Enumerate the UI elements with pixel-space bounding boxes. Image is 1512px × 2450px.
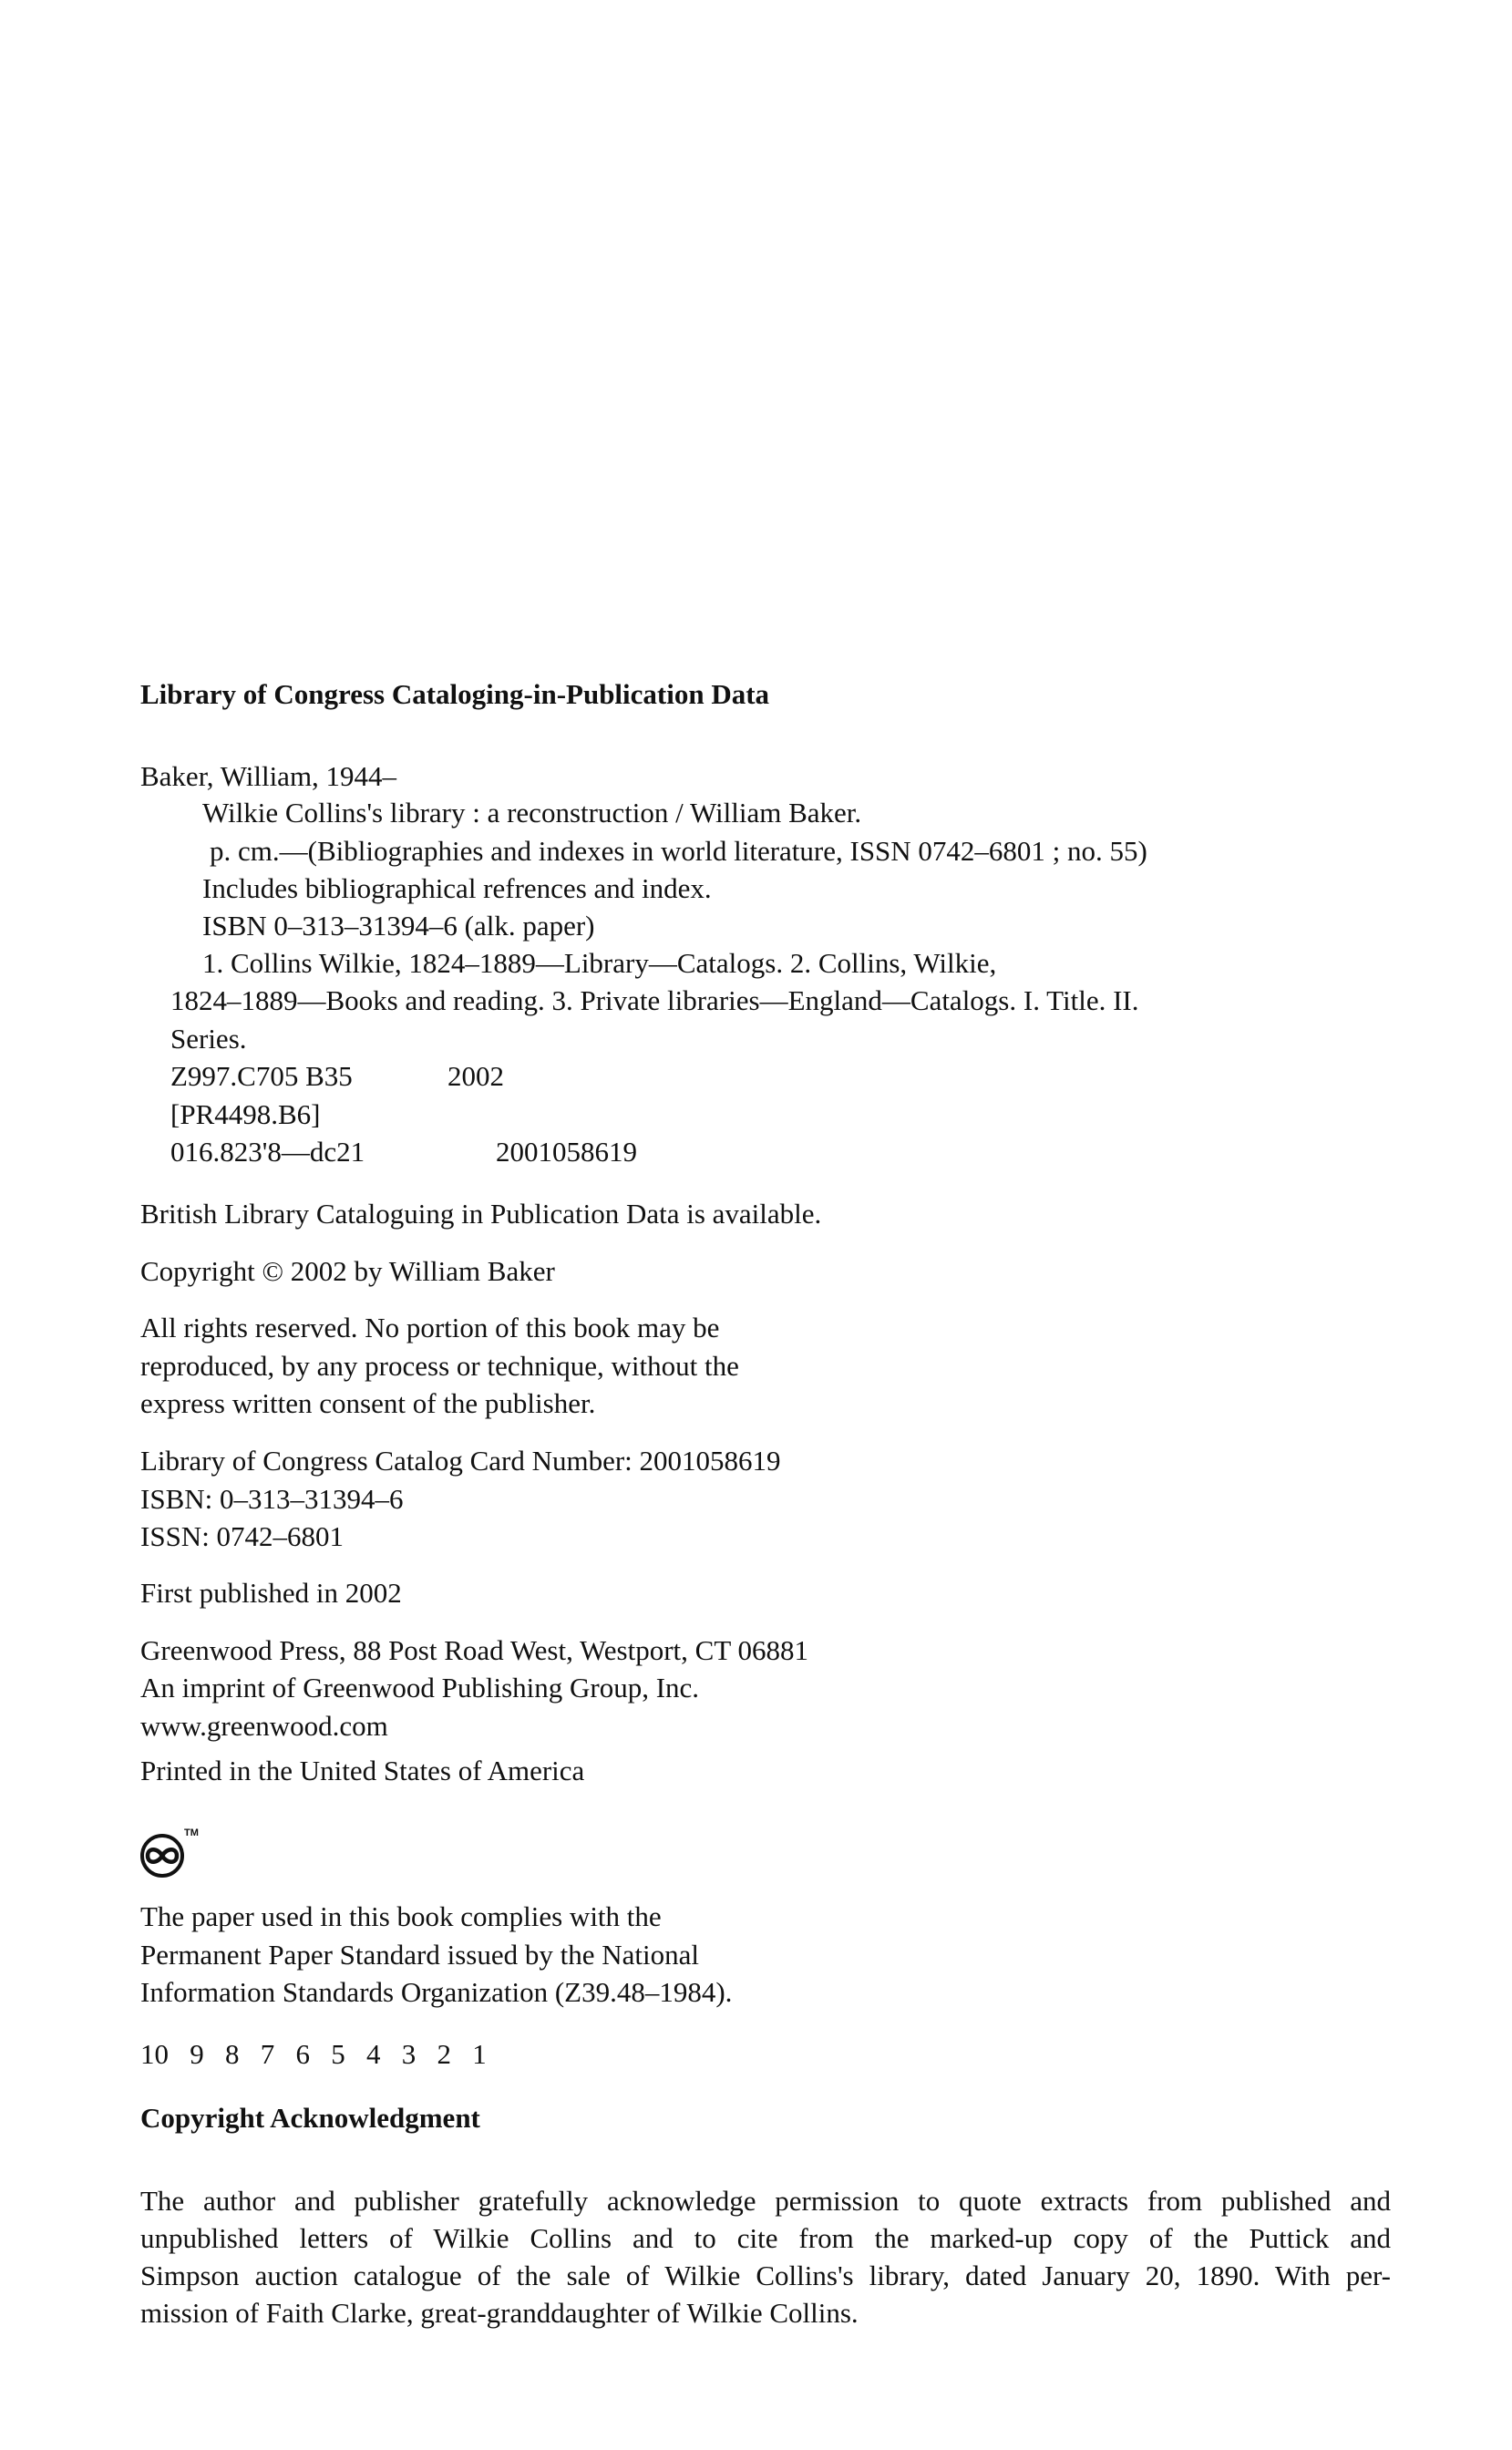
paper-statement-line: The paper used in this book complies with the (140, 1900, 662, 1932)
ack-line: The author and publisher gratefully acknowledge permission to quote extracts from published and (140, 2185, 1391, 2217)
cip-subjects-3: Series. (170, 1023, 247, 1055)
publisher-imprint: An imprint of Greenwood Publishing Group, Inc. (140, 1672, 700, 1704)
lccn: 2001058619 (496, 1136, 637, 1168)
cip-isbn: ISBN 0–313–31394–6 (alk. paper) (202, 910, 595, 942)
publisher-website: www.greenwood.com (140, 1710, 388, 1742)
issn-line: ISSN: 0742–6801 (140, 1520, 345, 1552)
rights-line: All rights reserved. No portion of this book may be (140, 1312, 720, 1343)
cip-series: p. cm.—(Bibliographies and indexes in world literature, ISSN 0742–6801 ; no. 55) (210, 835, 1147, 867)
rights-line: express written consent of the publisher. (140, 1387, 596, 1419)
trademark-mark: TM (184, 1827, 199, 1838)
cip-heading: Library of Congress Cataloging-in-Publication Data (140, 678, 770, 710)
cip-title: Wilkie Collins's library : a reconstruction / William Baker. (202, 797, 862, 829)
ack-heading: Copyright Acknowledgment (140, 2102, 480, 2134)
cip-author: Baker, William, 1944– (140, 760, 397, 792)
printed-in: Printed in the United States of America (140, 1755, 585, 1786)
cip-notes: Includes bibliographical refrences and index. (202, 872, 712, 904)
ack-paragraph (140, 2182, 1391, 2332)
lc-card-number: Library of Congress Catalog Card Number: 2001058619 (140, 1445, 781, 1477)
printing-number-line: 10 9 8 7 6 5 4 3 2 1 (140, 2038, 487, 2070)
british-library-note: British Library Cataloguing in Publication Data is available. (140, 1198, 822, 1230)
first-published: First published in 2002 (140, 1577, 402, 1609)
cip-pr-class: [PR4498.B6] (170, 1098, 321, 1130)
ack-line: mission of Faith Clarke, great-granddaughter of Wilkie Collins. (140, 2297, 859, 2329)
infinity-paper-symbol-icon (139, 1827, 199, 1880)
copyright-line: Copyright © 2002 by William Baker (140, 1255, 555, 1287)
dewey-number: 016.823'8—dc21 (170, 1136, 365, 1168)
cip-subjects-2: 1824–1889—Books and reading. 3. Private libraries—England—Catalogs. I. Title. II. (170, 984, 1139, 1016)
paper-statement-line: Permanent Paper Standard issued by the National (140, 1939, 699, 1971)
ack-line: unpublished letters of Wilkie Collins and to cite from the marked-up copy of the Puttick and (140, 2222, 1391, 2254)
ack-line: Simpson auction catalogue of the sale of Wilkie Collins's library, dated January 20, 1890. With per- (140, 2260, 1391, 2291)
cip-subjects-1: 1. Collins Wilkie, 1824–1889—Library—Catalogs. 2. Collins, Wilkie, (202, 947, 997, 979)
lc-year: 2002 (447, 1060, 504, 1092)
isbn-line: ISBN: 0–313–31394–6 (140, 1483, 404, 1515)
publisher-address: Greenwood Press, 88 Post Road West, Westport, CT 06881 (140, 1634, 808, 1666)
paper-statement-line: Information Standards Organization (Z39.48–1984). (140, 1976, 733, 2008)
rights-line: reproduced, by any process or technique, without the (140, 1350, 739, 1382)
lc-class: Z997.C705 B35 (170, 1060, 353, 1092)
